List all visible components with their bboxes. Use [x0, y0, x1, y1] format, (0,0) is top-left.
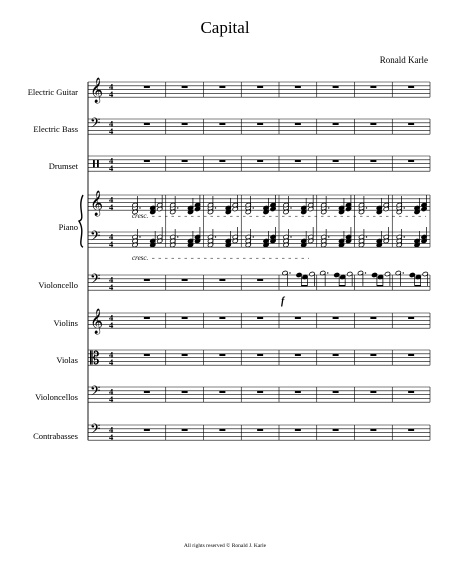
time-signature-denominator: 4	[109, 357, 114, 367]
augmentation-dot	[404, 207, 405, 208]
instrument-label-electric-guitar: Electric Guitar	[27, 87, 78, 97]
instrument-label-violas: Violas	[56, 355, 78, 365]
whole-rest	[182, 429, 188, 431]
bass-clef-icon: 𝄢	[90, 383, 101, 402]
treble-clef-icon: 𝄞	[90, 78, 104, 103]
piano-brace	[79, 195, 83, 247]
bass-clef-icon: 𝄢	[90, 271, 101, 290]
treble-clef-icon: 𝄞	[90, 191, 104, 216]
whole-rest	[219, 279, 225, 281]
whole-rest	[144, 317, 150, 319]
whole-rest	[333, 86, 339, 88]
augmentation-dot	[177, 236, 178, 237]
whole-rest	[257, 317, 263, 319]
whole-rest	[333, 354, 339, 356]
whole-rest	[257, 391, 263, 393]
augmentation-dot	[290, 236, 291, 237]
whole-rest	[257, 354, 263, 356]
whole-rest	[333, 391, 339, 393]
whole-rest	[219, 123, 225, 125]
augmentation-dot	[139, 236, 140, 237]
augmentation-dot	[328, 236, 329, 237]
time-signature-numerator: 4	[109, 274, 114, 285]
time-signature-denominator: 4	[109, 163, 114, 173]
time-signature-numerator: 4	[109, 386, 114, 397]
augmentation-dot	[215, 236, 216, 237]
whole-rest	[219, 354, 225, 356]
copyright-footer: All rights reserved © Ronald J. Karle	[183, 543, 267, 549]
percussion-clef-icon	[93, 160, 95, 168]
time-signature-denominator: 4	[109, 432, 114, 442]
beam	[339, 285, 345, 286]
time-signature-denominator: 4	[109, 239, 114, 249]
instrument-label-drumset: Drumset	[48, 161, 78, 171]
whole-rest	[408, 123, 414, 125]
whole-rest	[370, 317, 376, 319]
instrument-label-violins: Violins	[53, 318, 78, 328]
whole-rest	[219, 429, 225, 431]
augmentation-dot	[215, 207, 216, 208]
augmentation-dot	[404, 236, 405, 237]
whole-rest	[182, 160, 188, 162]
whole-rest	[333, 160, 339, 162]
whole-rest	[219, 160, 225, 162]
forte-dynamic: f	[281, 296, 285, 308]
whole-rest	[182, 354, 188, 356]
whole-rest	[295, 160, 301, 162]
time-signature-denominator: 4	[109, 89, 114, 99]
augmentation-dot	[139, 207, 140, 208]
whole-rest	[370, 160, 376, 162]
whole-rest	[144, 279, 150, 281]
whole-rest	[182, 123, 188, 125]
whole-rest	[333, 429, 339, 431]
time-signature-denominator: 4	[109, 126, 114, 136]
bass-clef-icon: 𝄢	[90, 421, 101, 440]
whole-rest	[295, 123, 301, 125]
whole-rest	[295, 317, 301, 319]
augmentation-dot	[403, 272, 404, 273]
augmentation-dot	[365, 272, 366, 273]
alto-clef-icon: 𝄡	[90, 349, 100, 369]
time-signature-numerator: 4	[109, 349, 114, 360]
augmentation-dot	[289, 272, 290, 273]
whole-rest	[257, 123, 263, 125]
whole-rest	[182, 391, 188, 393]
instrument-label-piano: Piano	[58, 222, 78, 232]
percussion-clef-icon	[97, 160, 99, 168]
augmentation-dot	[253, 207, 254, 208]
beam	[301, 285, 307, 286]
whole-rest	[295, 86, 301, 88]
whole-rest	[370, 429, 376, 431]
whole-rest	[182, 279, 188, 281]
whole-rest	[408, 354, 414, 356]
whole-rest	[408, 429, 414, 431]
augmentation-dot	[253, 236, 254, 237]
whole-rest	[370, 391, 376, 393]
whole-rest	[295, 429, 301, 431]
whole-rest	[257, 429, 263, 431]
whole-rest	[333, 123, 339, 125]
instrument-label-violoncellos: Violoncellos	[35, 392, 78, 402]
whole-rest	[333, 317, 339, 319]
whole-rest	[219, 391, 225, 393]
time-signature-denominator: 4	[109, 282, 114, 292]
score-title: Capital	[200, 18, 250, 37]
time-signature-numerator: 4	[109, 155, 114, 166]
time-signature-numerator: 4	[109, 194, 114, 205]
whole-rest	[219, 86, 225, 88]
whole-rest	[257, 279, 263, 281]
whole-rest	[182, 317, 188, 319]
time-signature-denominator: 4	[109, 320, 114, 330]
crescendo-marking: cresc.	[132, 212, 149, 221]
beam	[377, 285, 383, 286]
augmentation-dot	[290, 207, 291, 208]
augmentation-dot	[366, 236, 367, 237]
bass-clef-icon: 𝄢	[90, 115, 101, 134]
whole-rest	[295, 354, 301, 356]
whole-rest	[370, 123, 376, 125]
whole-rest	[257, 160, 263, 162]
augmentation-dot	[366, 207, 367, 208]
instrument-label-violoncello: Violoncello	[38, 280, 78, 290]
whole-rest	[219, 317, 225, 319]
whole-rest	[408, 160, 414, 162]
time-signature-numerator: 4	[109, 118, 114, 129]
treble-clef-icon: 𝄞	[90, 309, 104, 334]
time-signature-numerator: 4	[109, 312, 114, 323]
augmentation-dot	[327, 272, 328, 273]
instrument-label-electric-bass: Electric Bass	[33, 124, 78, 134]
time-signature-numerator: 4	[109, 424, 114, 435]
whole-rest	[144, 391, 150, 393]
beam	[415, 285, 421, 286]
whole-rest	[408, 391, 414, 393]
whole-rest	[144, 160, 150, 162]
whole-rest	[144, 123, 150, 125]
time-signature-denominator: 4	[109, 394, 114, 404]
whole-rest	[408, 317, 414, 319]
crescendo-marking: cresc.	[132, 254, 149, 263]
whole-rest	[370, 86, 376, 88]
augmentation-dot	[328, 207, 329, 208]
augmentation-dot	[177, 207, 178, 208]
instrument-label-contrabasses: Contrabasses	[33, 431, 78, 441]
whole-rest	[257, 86, 263, 88]
whole-rest	[144, 86, 150, 88]
time-signature-numerator: 4	[109, 231, 114, 242]
whole-rest	[144, 354, 150, 356]
whole-rest	[408, 86, 414, 88]
composer-name: Ronald Karle	[379, 55, 428, 65]
whole-rest	[182, 86, 188, 88]
bass-clef-icon: 𝄢	[90, 228, 101, 247]
whole-rest	[144, 429, 150, 431]
whole-rest	[370, 354, 376, 356]
whole-rest	[295, 391, 301, 393]
time-signature-numerator: 4	[109, 81, 114, 92]
time-signature-denominator: 4	[109, 202, 114, 212]
